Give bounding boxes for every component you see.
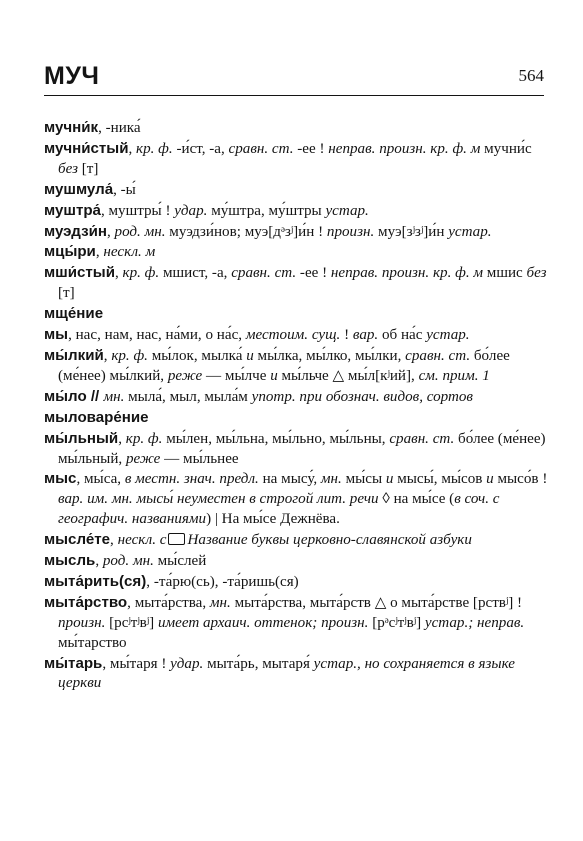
entry-note: и [385, 471, 394, 488]
entry-note: произн. [326, 223, 375, 240]
entry-text: -ее ! [296, 265, 331, 282]
entry-note: неправ. произн. кр. ф. м [328, 140, 481, 157]
entry-note: устар., но сохраняется в языке церкви [58, 655, 515, 692]
entry-note: и [486, 471, 494, 488]
header-rule [44, 95, 544, 96]
entry-note: реже [125, 450, 161, 467]
entry-text: , [106, 223, 115, 240]
entry-text: , -ника́ [98, 120, 141, 136]
entry-note: Название буквы церковно-славянской азбуки [187, 532, 472, 549]
entry-note: нескл. м [103, 244, 156, 261]
entry-headword: мыс [44, 470, 77, 488]
entry-note: мн. [209, 594, 231, 611]
entry-text: , [114, 265, 123, 282]
entry-note: род. мн. [102, 553, 154, 570]
entry-note: и [246, 347, 254, 364]
dictionary-entry [44, 139, 549, 180]
entry-text: ◊ на мы́се ( [378, 491, 455, 508]
entry-text: ! [340, 327, 353, 344]
entry-note: без [58, 160, 78, 177]
entry-note: сравн. ст. [389, 430, 455, 447]
entry-note: мн. [103, 388, 125, 405]
entry-note: сравн. ст. [231, 265, 297, 282]
entry-note: устар.; неправ. [424, 614, 525, 631]
entry-text: мы́тарство [58, 634, 127, 651]
entry-text: мыла́, мыл, мыла́м [124, 388, 252, 405]
entry-text: ) | На мы́се Дежнёва. [206, 511, 340, 528]
entry-text: мыта́рь, мытаря́ [203, 655, 314, 672]
entry-note: кр. ф. [122, 265, 160, 282]
entry-text: -ее ! [293, 140, 329, 157]
entry-text: мы́лка, мы́лко, мы́лки, [253, 347, 406, 364]
entry-headword: муштра́ [44, 201, 101, 219]
entry-text: мысо́в ! [493, 471, 548, 488]
entry-note: вар. [352, 327, 379, 344]
entry-note: и [270, 367, 278, 384]
entry-headword: мы́лкий [44, 346, 104, 364]
dictionary-entry [44, 429, 549, 470]
dictionary-entry [44, 551, 549, 572]
entry-text: му́штра, му́штры [207, 202, 326, 219]
entry-note: кр. ф. [125, 430, 163, 447]
entry-note: удар. [174, 202, 208, 219]
dictionary-entry [44, 387, 549, 408]
entry-headword: мыловаре́ние [44, 408, 149, 426]
entry-headword: мще́ние [44, 305, 104, 323]
dictionary-entry [44, 242, 549, 263]
entry-note: реже [167, 367, 203, 384]
entry-text: , мыта́рства, [127, 594, 210, 611]
entry-text: бо́лее (ме́нее) мы́лкий, [58, 347, 510, 384]
entry-text: об на́с [378, 327, 427, 344]
entry-note: кр. ф. [136, 140, 173, 157]
entry-note: устар. [448, 223, 492, 240]
entry-text: — мы́льнее [160, 450, 239, 467]
entry-note: сравн. ст. [405, 347, 471, 364]
dictionary-entry [44, 346, 549, 387]
entry-note: в местн. знач. предл. [124, 471, 259, 488]
entry-text: , мы́таря ! [102, 655, 171, 672]
entry-text: , [103, 347, 112, 364]
entry-note: кр. ф. [111, 347, 148, 364]
entry-text: , [110, 532, 118, 549]
entry-text: , -та́рю(сь), -та́ришь(ся) [146, 573, 299, 590]
entry-note: имеет архаич. оттенок; произн. [157, 614, 369, 631]
entry-text: муэ[зʲзʲ]и́н [374, 223, 449, 240]
entry-text: [рᵊсʲтʲвʲ] [368, 614, 425, 631]
entry-text: мы́лок, мылка́ [147, 347, 247, 364]
running-head: МУЧ [44, 62, 100, 90]
entry-note: сравн. ст. [228, 140, 294, 157]
entry-note: удар. [170, 655, 204, 672]
dictionary-entry [44, 118, 549, 139]
dictionary-entry [44, 201, 549, 222]
entry-headword: муэдзи́н [44, 222, 107, 240]
entry-text: на мысу́, [258, 471, 321, 488]
entry-headword: мы́льный [44, 429, 119, 447]
entry-text: [т] [58, 285, 75, 302]
entry-headword: мучни́стый [44, 139, 129, 157]
dictionary-entry [44, 180, 549, 201]
entry-headword: мши́стый [44, 264, 115, 282]
entry-headword: мучни́к [44, 119, 99, 136]
entry-text: , мы́са, [76, 471, 125, 488]
entry-text: , муштры́ ! [100, 202, 175, 219]
entry-text: мысы́, мы́сов [393, 471, 487, 488]
entry-headword: мысле́те [44, 531, 111, 549]
entry-note: см. прим. 1 [418, 367, 490, 384]
page-number: 564 [518, 66, 544, 85]
entry-note: употр. при обознач. видов, сортов [251, 388, 473, 405]
entry-note: неправ. произн. кр. ф. м [330, 265, 484, 282]
entry-note: мн. [320, 471, 342, 488]
entry-text: муэдзи́нов; муэ[дᵊзʲ]и́н ! [165, 223, 327, 240]
entry-text: мы́лен, мы́льна, мы́льно, мы́льны, [162, 430, 390, 447]
entry-text: , -ы́ [113, 181, 136, 198]
entry-note: род. мн. [114, 223, 166, 240]
dictionary-entry [44, 304, 549, 325]
entry-text: , [95, 553, 103, 570]
entry-headword: мыта́рство [44, 593, 128, 611]
entry-text: мы́сы [341, 471, 386, 488]
entry-text: -и́ст, -а, [172, 140, 229, 157]
entry-headword: мысль [44, 552, 96, 570]
entry-text: , [128, 140, 137, 157]
entry-text: [т] [77, 160, 99, 177]
entry-text: , [118, 430, 126, 447]
entry-text: мы́льче △ мы́л[кʲий], [277, 367, 419, 384]
entry-text: мучни́с [480, 140, 532, 157]
entry-headword: мцы́ри [44, 243, 96, 261]
dictionary-entry [44, 263, 549, 304]
dictionary-entry [44, 408, 549, 429]
entry-headword: мы́тарь [44, 654, 103, 672]
dictionary-entry [44, 572, 549, 593]
entry-note: без [526, 265, 547, 282]
entry-headword: мыта́рить(ся) [44, 572, 147, 590]
entry-note: произн. [58, 614, 106, 631]
dictionary-entry [44, 593, 549, 654]
entry-headword: мы [44, 326, 69, 344]
entry-text: мыта́рства, мыта́рств △ о мыта́рстве [рствʲ] ! [230, 594, 523, 611]
dictionary-entry [44, 325, 549, 346]
entry-text: мы́слей [153, 553, 207, 570]
dictionary-entry [44, 654, 549, 695]
entry-text: мшис [483, 265, 527, 282]
letter-glyph-icon [168, 533, 185, 545]
entry-list [44, 118, 549, 694]
entry-text: [рсʲтʲвʲ] [105, 614, 158, 631]
entry-headword: мушмула́ [44, 180, 114, 198]
entry-headword: мы́ло // [44, 387, 104, 405]
entry-note: устар. [426, 327, 470, 344]
entry-note: в соч. с географич. названиями [58, 491, 500, 528]
entry-note: устар. [325, 202, 369, 219]
entry-text: — мы́лче [202, 367, 271, 384]
entry-text: , нас, нам, нас, на́ми, о на́с, [68, 327, 246, 344]
entry-note: местоим. сущ. [245, 327, 341, 344]
entry-note: вар. им. мн. мысы́ неуместен в строгой лит. речи [58, 491, 379, 508]
dictionary-entry [44, 530, 549, 551]
entry-text: , [95, 244, 104, 261]
entry-text: мшист, -а, [159, 265, 232, 282]
dictionary-entry [44, 222, 549, 243]
entry-note: нескл. с [117, 532, 167, 549]
dictionary-entry [44, 469, 549, 530]
entry-text: бо́лее (ме́нее) мы́льный, [58, 430, 546, 467]
